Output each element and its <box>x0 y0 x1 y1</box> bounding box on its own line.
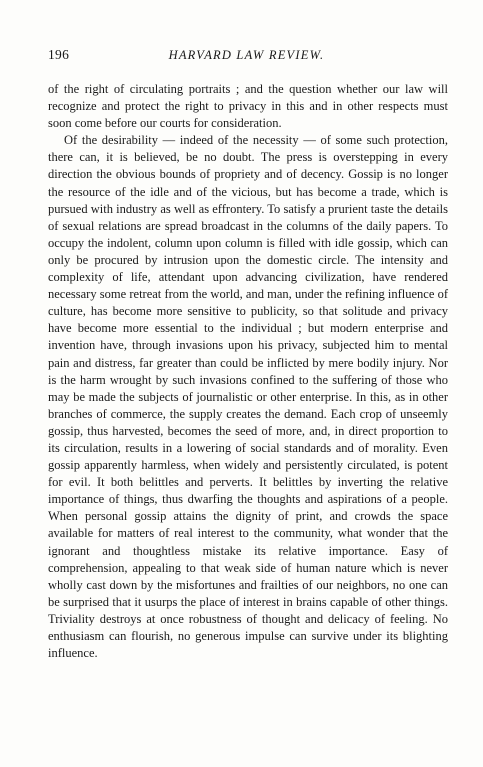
page-header <box>48 47 445 65</box>
body-text <box>48 81 448 662</box>
running-head-title: HARVARD LAW REVIEW. <box>168 48 325 62</box>
paragraph-continuation: of the right of circulating portraits ; and the question whether our law will recognize and protect the right to privacy in this and in other respects must soon come before our courts for consideration. <box>48 82 448 131</box>
paragraph-desirability: Of the desirability — indeed of the necessity — of some such protection, there can, it is believed, be no doubt. The press is overstepping in every direction the obvious bounds of propriety and of decency. Gossip is no longer the resource of the idle and of the vicious, but has become a trade, which is pursued with industry as well as effrontery. To satisfy a prurient taste the details of sexual relations are spread broadcast in the columns of the daily papers. To occupy the indolent, column upon column is filled with idle gossip, which can only be procured by intrusion upon the domestic circle. The intensity and complexity of life, attendant upon advancing civilization, have rendered necessary some retreat from the world, and man, under the refining influence of culture, has become more sensitive to publicity, so that solitude and privacy have become more essential to the individual ; but modern enterprise and invention have, through invasions upon his privacy, subjected him to mental pain and distress, far greater than could be inflicted by mere bodily injury. Nor is the harm wrought by such invasions confined to the suffering of those who may be made the subjects of journalistic or other enterprise. In this, as in other branches of commerce, the supply creates the demand. Each crop of unseemly gossip, thus harvested, becomes the seed of more, and, in direct proportion to its circulation, results in a lowering of social standards and of morality. Even gossip apparently harmless, when widely and persistently circulated, is potent for evil. It both belittles and perverts. It belittles by inverting the relative importance of things, thus dwarfing the thoughts and aspirations of a people. When personal gossip attains the dignity of print, and crowds the space available for matters of real interest to the community, what wonder that the ignorant and thoughtless mistake its relative importance. Easy of comprehension, appealing to that weak side of human nature which is never wholly cast down by the misfortunes and frailties of our neighbors, no one can be surprised that it usurps the place of interest in brains capable of other things. Triviality destroys at once robustness of thought and delicacy of feeling. No enthusiasm can flourish, no generous impulse can survive under its blighting influence. <box>48 133 448 661</box>
page-number: 196 <box>48 47 70 62</box>
